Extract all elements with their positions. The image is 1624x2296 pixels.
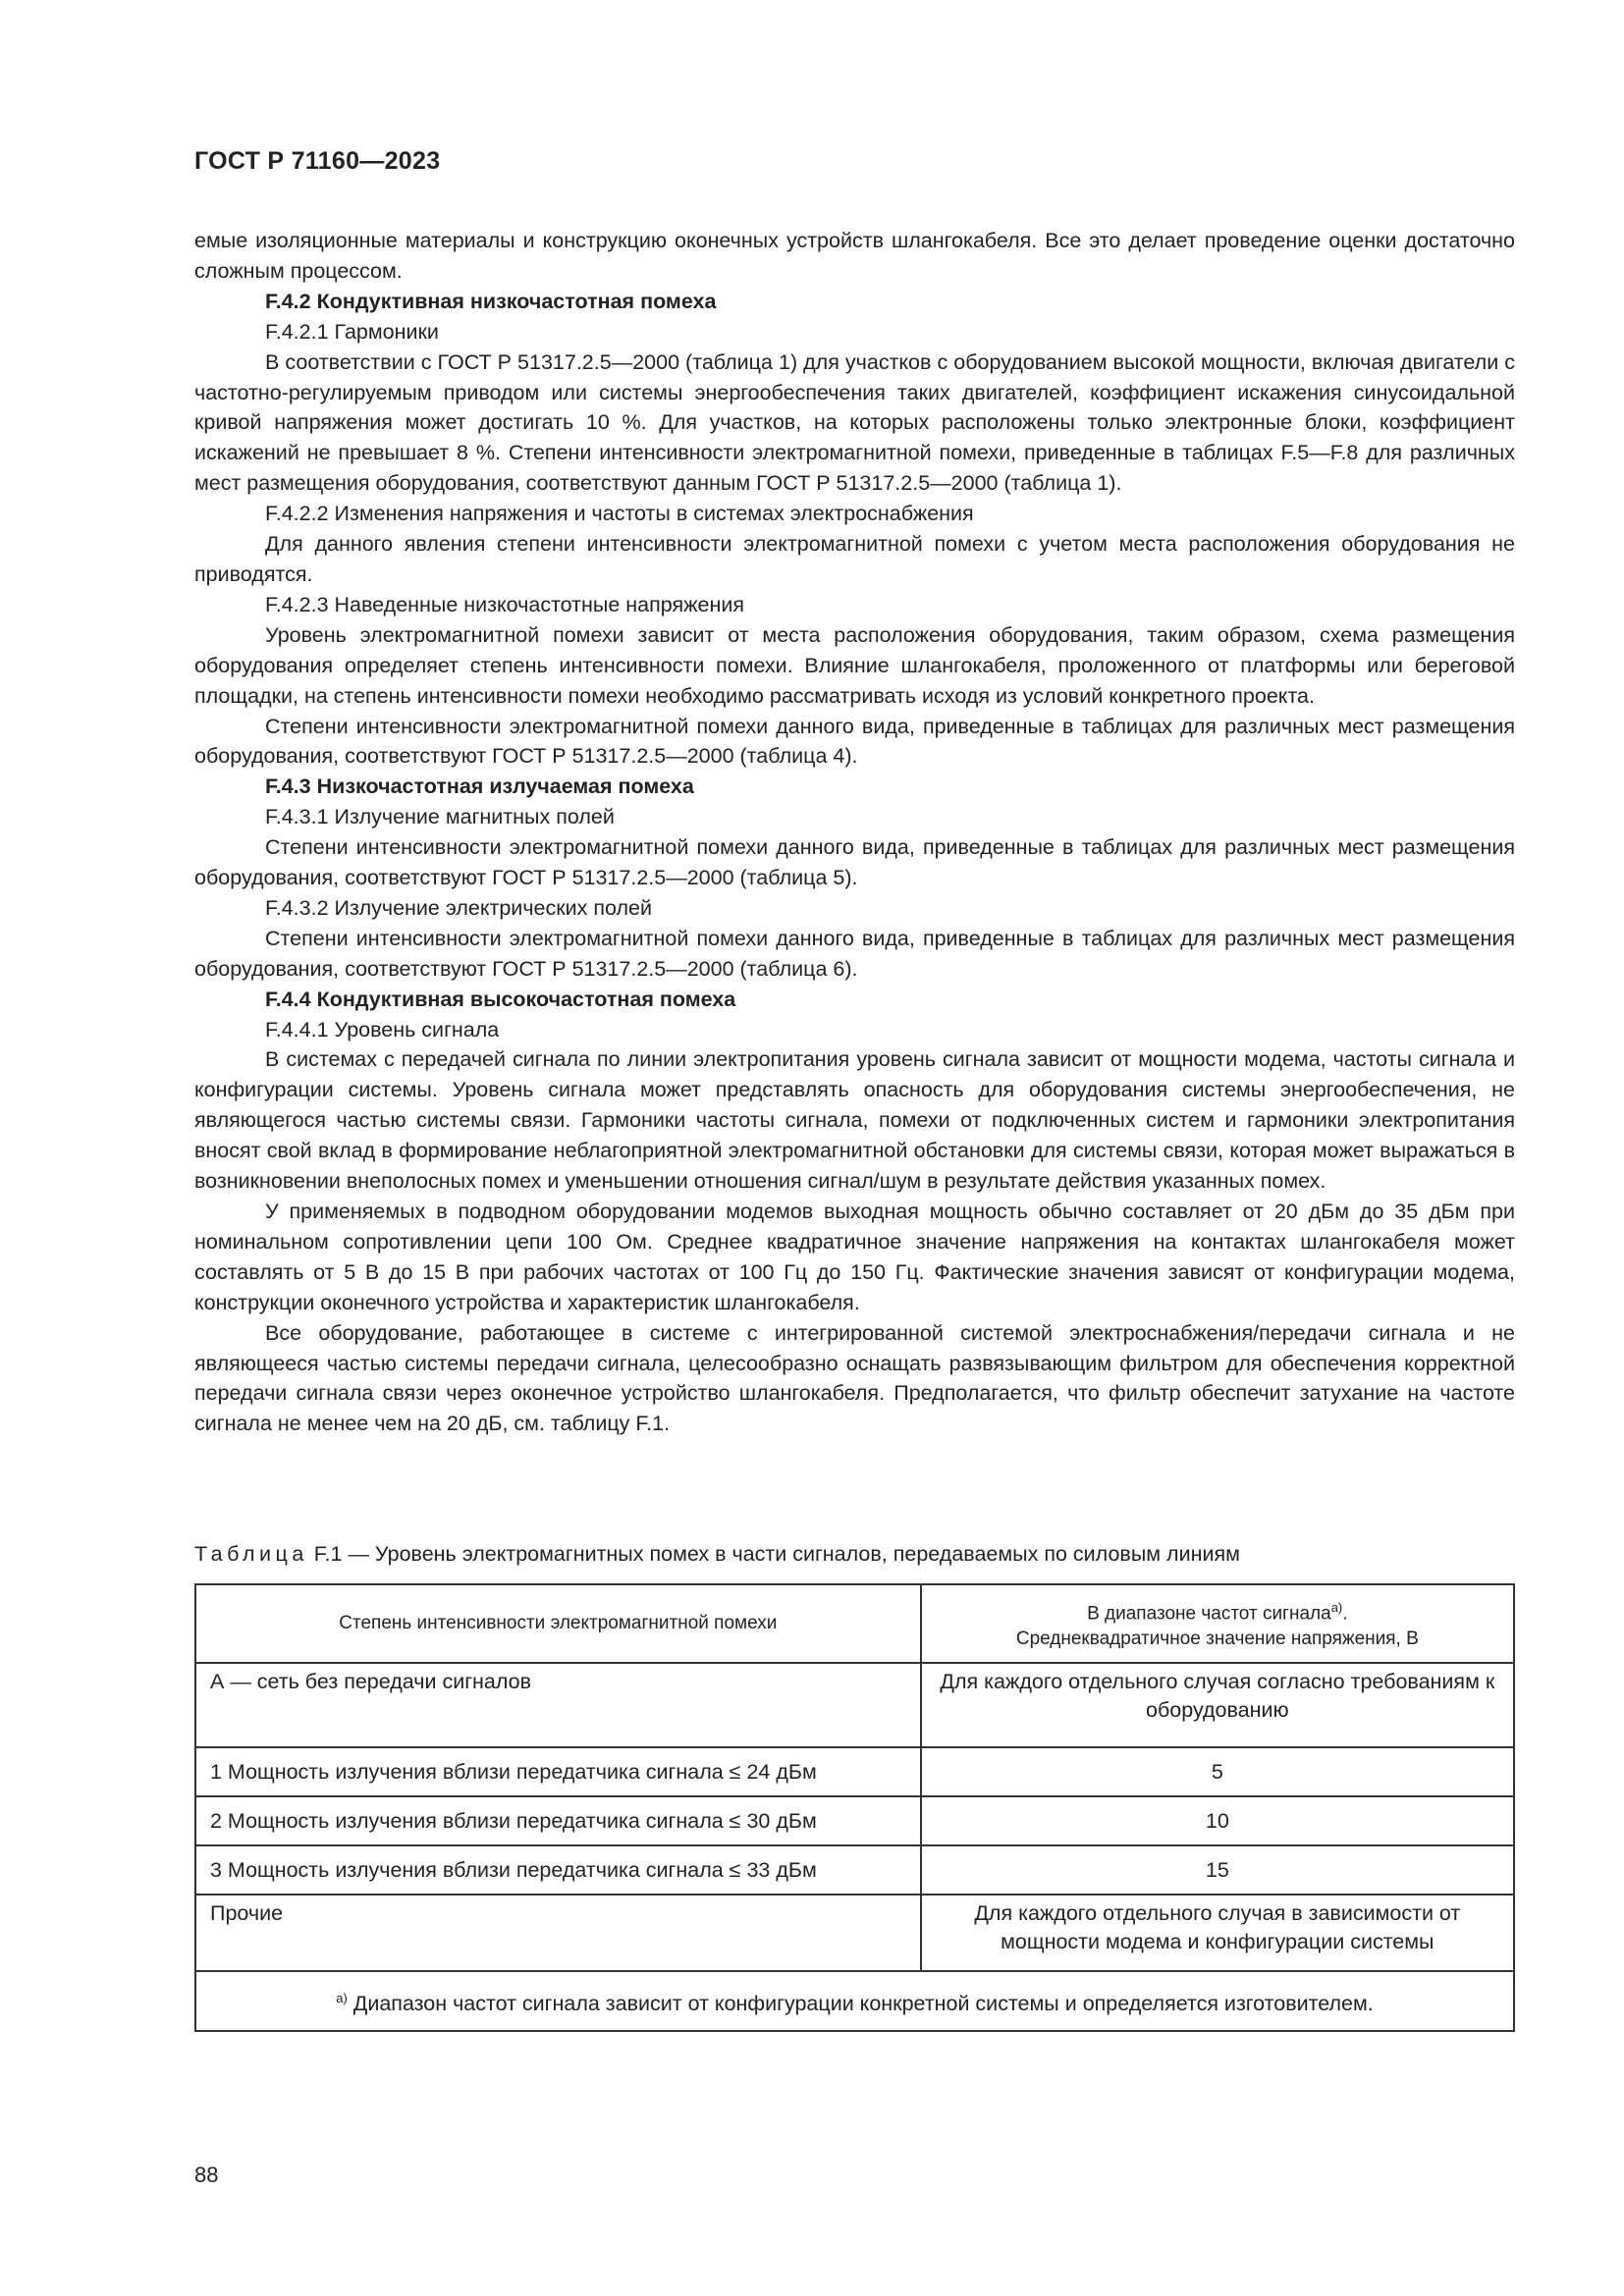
column-header-level: Степень интенсивности электромагнитной помехи	[195, 1584, 921, 1663]
footnote-mark: а)	[336, 1991, 348, 2006]
cell-value: 15	[921, 1845, 1514, 1895]
section-heading-f43: F.4.3 Низкочастотная излучаемая помеха	[265, 774, 694, 799]
paragraph: В системах с передачей сигнала по линии электропитания уровень сигнала зависит от мощности модема, частоты сигнала и конфигурации системы. Уровень сигнала может представлять опасность для оборудования системы энергообеспечения, не являющегося частью системы связи. Гармоники частоты сигнала, помехи от подключенных систем и гармоники электропитания вносят свой вклад в формирование неблагоприятной электромагнитной обстановки для системы связи, которая может выражаться в возникновении внеполосных помех и уменьшении отношения сигнал/шум в результате действия указанных помех.	[194, 1047, 1515, 1194]
paragraph: Степени интенсивности электромагнитной помехи данного вида, приведенные в таблицах для различных мест размещения оборудования, соответствуют ГОСТ Р 51317.2.5—2000 (таблица 5).	[194, 835, 1515, 890]
table-footnote-row	[195, 1971, 1514, 2031]
subsection-heading-f421: F.4.2.1 Гармоники	[265, 319, 439, 344]
cell-level: Прочие	[195, 1895, 921, 1971]
cell-level: 2 Мощность излучения вблизи передатчика сигнала ≤ 30 дБм	[195, 1796, 921, 1845]
table-footnote	[195, 1971, 1514, 2031]
emi-levels-table	[194, 1583, 1515, 2032]
subsection-heading-f432: F.4.3.2 Излучение электрических полей	[265, 895, 653, 920]
cell-value: Для каждого отдельного случая в зависимости от мощности модема и конфигурации системы	[921, 1895, 1514, 1971]
table-row	[195, 1747, 1514, 1796]
paragraph: В соответствии с ГОСТ Р 51317.2.5—2000 (таблица 1) для участков с оборудованием высокой мощности, включая двигатели с частотно-регулируемым приводом или системы энергообеспечения таких двигателей, коэффициент искажения синусоидальной кривой напряжения может достигать 10 %. Для участков, на которых расположены только электронные блоки, коэффициент искажений не превышает 8 %. Степени интенсивности электромагнитной помехи, приведенные в таблицах F.5—F.8 для различных мест размещения оборудования, соответствуют данным ГОСТ Р 51317.2.5—2000 (таблица 1).	[194, 349, 1515, 496]
paragraph: Все оборудование, работающее в системе с интегрированной системой электроснабжения/передачи сигнала и не являющееся частью системы передачи сигнала, целесообразно оснащать развязывающим фильтром для обеспечения корректной передачи сигнала связи через оконечное устройство шлангокабеля. Предполагается, что фильтр обеспечит затухание на частоте сигнала не менее чем на 20 дБ, см. таблицу F.1.	[194, 1320, 1515, 1436]
subsection-heading-f431: F.4.3.1 Излучение магнитных полей	[265, 805, 615, 829]
table-caption-text: F.1 — Уровень электромагнитных помех в части сигналов, передаваемых по силовым линиям	[307, 1542, 1240, 1566]
column-header-value	[921, 1584, 1514, 1663]
paragraph: емые изоляционные материалы и конструкцию оконечных устройств шлангокабеля. Все это делает проведение оценки достаточно сложным процессом.	[194, 229, 1515, 283]
cell-level: 3 Мощность излучения вблизи передатчика сигнала ≤ 33 дБм	[195, 1845, 921, 1895]
table-row	[195, 1663, 1514, 1747]
paragraph: Степени интенсивности электромагнитной помехи данного вида, приведенные в таблицах для различных мест размещения оборудования, соответствуют ГОСТ Р 51317.2.5—2000 (таблица 4).	[194, 714, 1515, 769]
subsection-heading-f423: F.4.2.3 Наведенные низкочастотные напряжения	[265, 592, 744, 616]
cell-level: А — сеть без передачи сигналов	[195, 1663, 921, 1747]
table-row	[195, 1895, 1514, 1971]
section-heading-f44: F.4.4 Кондуктивная высокочастотная помеха	[265, 987, 736, 1011]
section-heading-f42: F.4.2 Кондуктивная низкочастотная помеха	[265, 289, 717, 313]
cell-value: 5	[921, 1747, 1514, 1796]
cell-value: 10	[921, 1796, 1514, 1845]
paragraph: У применяемых в подводном оборудовании модемов выходная мощность обычно составляет от 20 дБм до 35 дБм при номинальном сопротивлении цепи 100 Ом. Среднее квадратичное значение напряжения на контактах шлангокабеля может составлять от 5 В до 15 В при рабочих частотах от 100 Гц до 150 Гц. Фактические значения зависят от конфигурации модема, конструкции оконечного устройства и характеристик шлангокабеля.	[194, 1200, 1515, 1314]
cell-value: Для каждого отдельного случая согласно требованиям к оборудованию	[921, 1663, 1514, 1747]
table-caption-label: Таблица	[194, 1542, 308, 1566]
table-caption	[194, 1542, 1515, 1567]
footnote-text: Диапазон частот сигнала зависит от конфигурации конкретной системы и определяется изготовителем.	[347, 1992, 1374, 2016]
column-header-value-line1-end: .	[1342, 1603, 1348, 1625]
subsection-heading-f441: F.4.4.1 Уровень сигнала	[265, 1017, 500, 1041]
table-header-row	[195, 1584, 1514, 1663]
paragraph: Для данного явления степени интенсивности электромагнитной помехи с учетом места расположения оборудования не приводятся.	[194, 532, 1515, 586]
body-text	[194, 226, 1515, 1439]
paragraph: Уровень электромагнитной помехи зависит от места расположения оборудования, таким образом, схема размещения оборудования определяет степень интенсивности помехи. Влияние шлангокабеля, проложенного от платформы или береговой площадки, на степень интенсивности помехи необходимо рассматривать исходя из условий конкретного проекта.	[194, 622, 1515, 708]
table-row	[195, 1796, 1514, 1845]
footnote-ref: а)	[1330, 1600, 1343, 1615]
subsection-heading-f422: F.4.2.2 Изменения напряжения и частоты в системах электроснабжения	[265, 502, 974, 526]
table-row	[195, 1845, 1514, 1895]
paragraph: Степени интенсивности электромагнитной помехи данного вида, приведенные в таблицах для различных мест размещения оборудования, соответствуют ГОСТ Р 51317.2.5—2000 (таблица 6).	[194, 926, 1515, 981]
column-header-value-line2: Среднеквадратичное значение напряжения, В	[1015, 1629, 1419, 1650]
column-header-value-line1: В диапазоне частот сигнала	[1087, 1603, 1331, 1625]
cell-level: 1 Мощность излучения вблизи передатчика сигнала ≤ 24 дБм	[195, 1747, 921, 1796]
page-number: 88	[194, 2163, 219, 2187]
document-header: ГОСТ Р 71160—2023	[194, 147, 441, 175]
